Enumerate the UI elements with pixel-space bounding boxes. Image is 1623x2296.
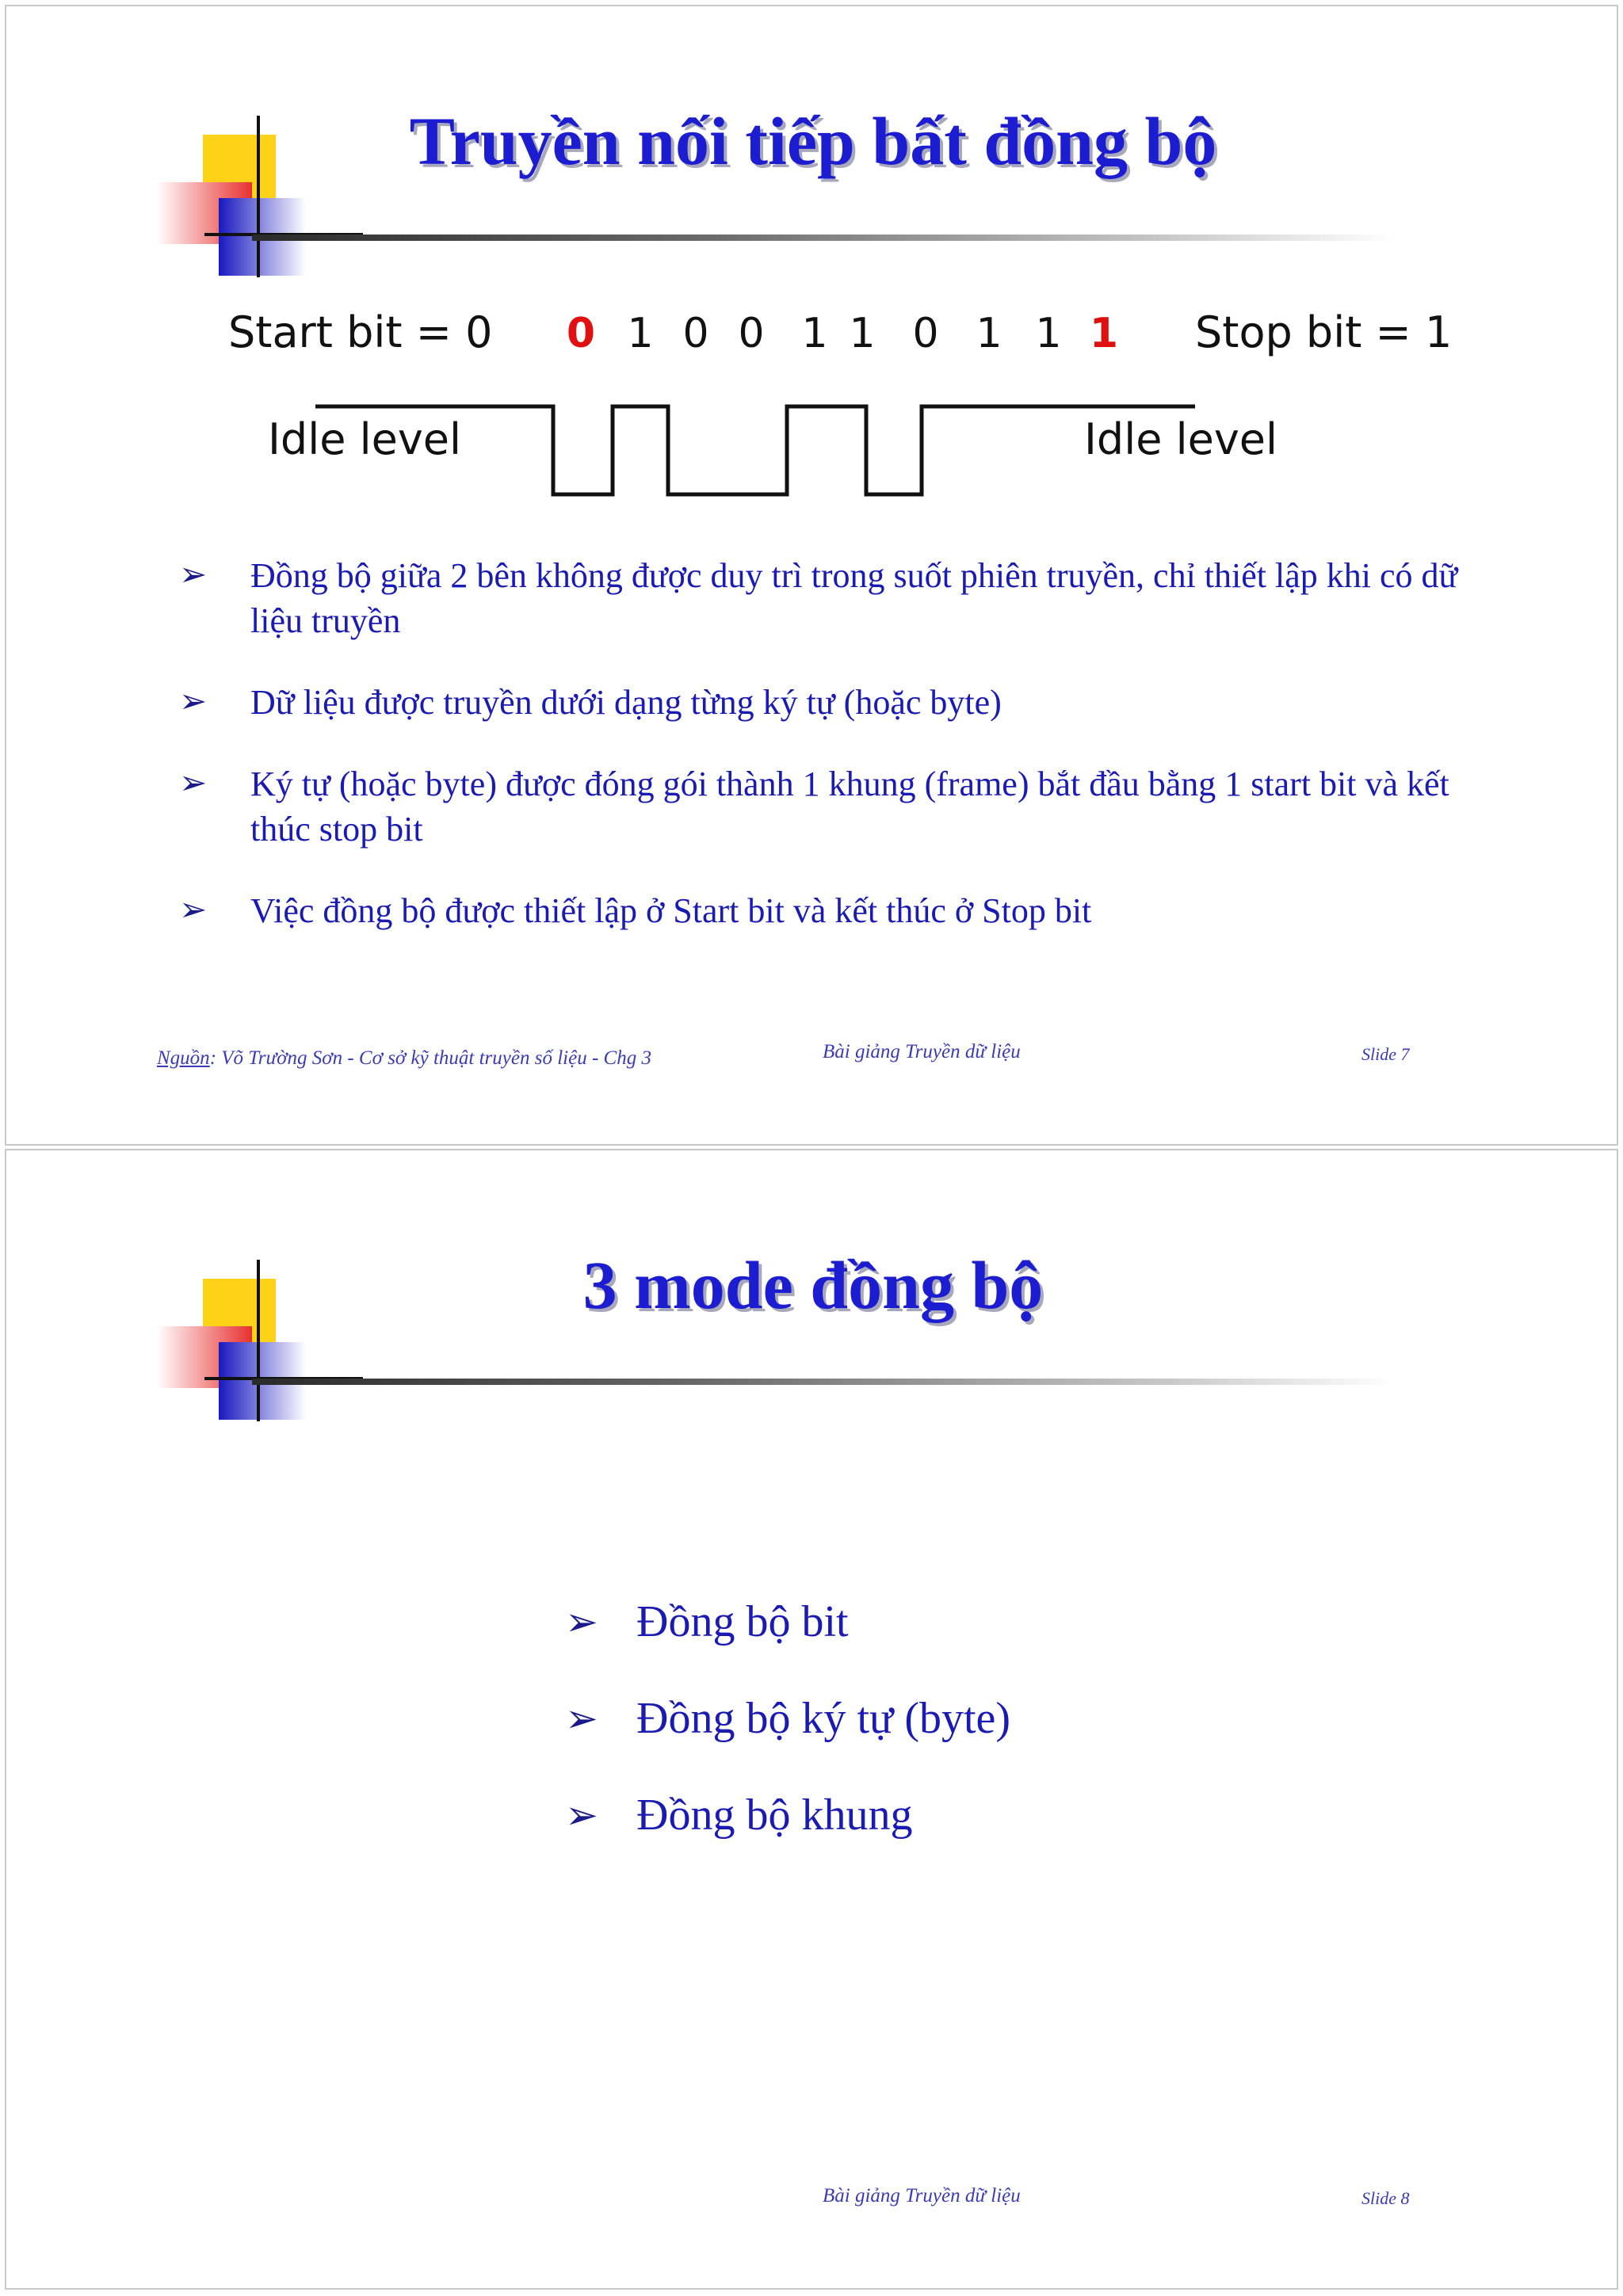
bit-value: 1 <box>1035 310 1062 357</box>
slide-title: Truyền nối tiếp bất đồng bộ <box>409 103 1217 179</box>
async-timing-diagram <box>220 292 1457 521</box>
bit-value: 0 <box>566 310 596 357</box>
title-rule <box>252 1379 1393 1385</box>
idle-level-left-label: Idle level <box>268 414 462 464</box>
bit-value: 1 <box>849 310 876 357</box>
start-bit-label: Start bit = 0 <box>228 307 493 357</box>
arrowhead-bullet-icon: ➢ <box>179 557 208 593</box>
source-footer: Nguồn: Võ Trường Sơn - Cơ sở kỹ thuật truyền số liệu - Chg 3 <box>157 1047 651 1069</box>
course-footer: Bài giảng Truyền dữ liệu <box>823 2185 1021 2206</box>
bit-value: 1 <box>627 310 654 357</box>
slide-number: Slide 8 <box>1361 2188 1410 2208</box>
bit-value: 1 <box>801 310 828 357</box>
bit-value: 1 <box>976 310 1002 357</box>
bullet-item: ➢ Đồng bộ bit <box>565 1594 1358 1650</box>
idle-level-right-label: Idle level <box>1084 414 1278 464</box>
course-footer: Bài giảng Truyền dữ liệu <box>823 1041 1021 1062</box>
slide-title: 3 mode đồng bộ <box>582 1247 1044 1323</box>
bit-sequence <box>567 310 1118 357</box>
arrowhead-bullet-icon: ➢ <box>565 1793 598 1837</box>
bullet-item: ➢ Đồng bộ khung <box>565 1787 1358 1843</box>
arrowhead-bullet-icon: ➢ <box>565 1600 598 1644</box>
arrowhead-bullet-icon: ➢ <box>179 892 208 929</box>
bit-value: 0 <box>738 310 765 357</box>
bullet-item: ➢ Ký tự (hoặc byte) được đóng gói thành 1 khung (frame) bắt đầu bằng 1 start bit và kết thúc stop bit <box>179 761 1479 852</box>
bit-value: 0 <box>912 310 939 357</box>
arrowhead-bullet-icon: ➢ <box>179 765 208 802</box>
bullet-item: ➢ Việc đồng bộ được thiết lập ở Start bit và kết thúc ở Stop bit <box>179 888 1479 933</box>
bullet-list <box>565 1594 1358 1884</box>
arrowhead-bullet-icon: ➢ <box>179 684 208 720</box>
slide-8 <box>5 1149 1618 2290</box>
bit-value: 1 <box>1089 310 1119 357</box>
title-rule <box>252 235 1393 241</box>
arrowhead-bullet-icon: ➢ <box>565 1696 598 1741</box>
slide-7 <box>5 5 1618 1146</box>
bit-value: 0 <box>682 310 709 357</box>
stop-bit-label: Stop bit = 1 <box>1195 307 1453 357</box>
bullet-item: ➢ Đồng bộ ký tự (byte) <box>565 1691 1358 1746</box>
bullet-item: ➢ Dữ liệu được truyền dưới dạng từng ký tự (hoặc byte) <box>179 680 1479 725</box>
slide-number: Slide 7 <box>1361 1044 1410 1064</box>
bullet-item: ➢ Đồng bộ giữa 2 bên không được duy trì trong suốt phiên truyền, chỉ thiết lập khi có dữ liệu truyền <box>179 553 1479 643</box>
bullet-list <box>179 553 1479 970</box>
